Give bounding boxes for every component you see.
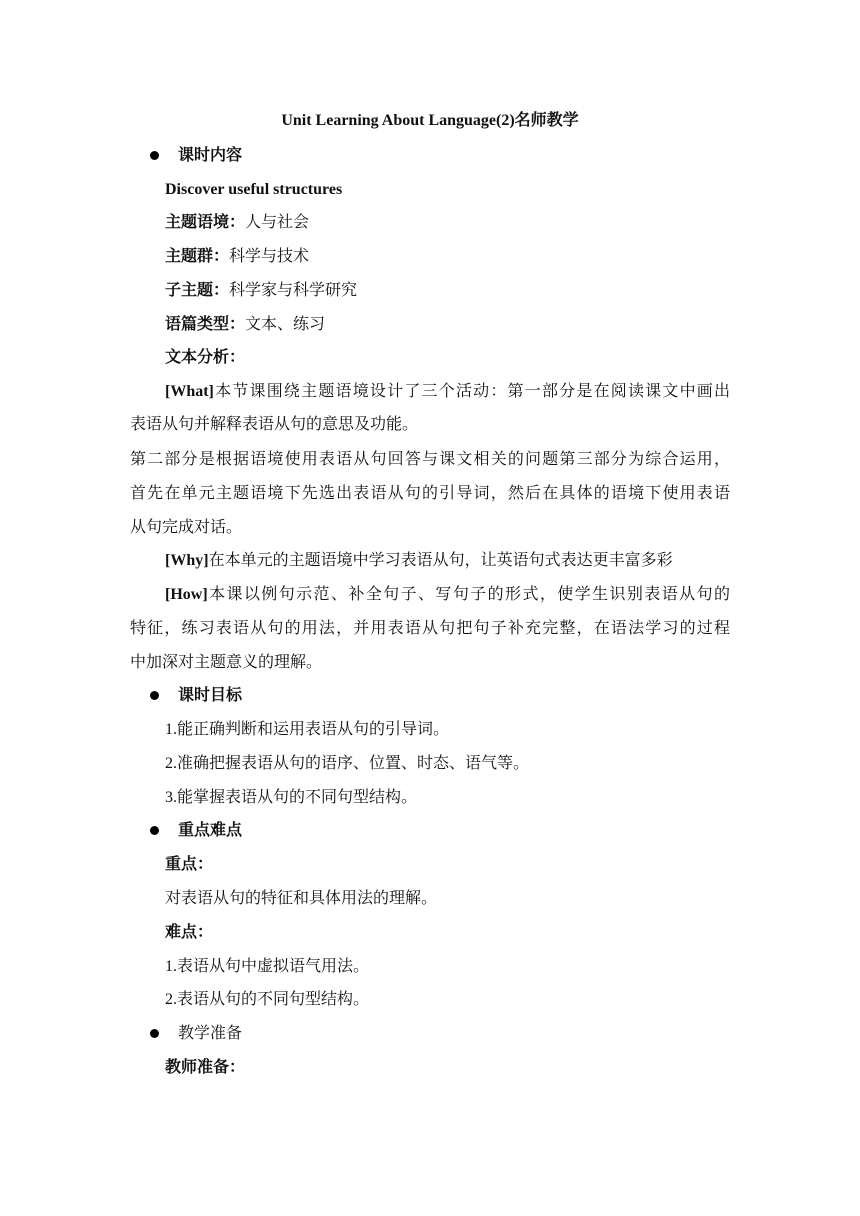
bullet-icon — [150, 1029, 159, 1038]
field-text-type — [165, 314, 325, 336]
what-paragraph-line2: 表语从句并解释表语从句的意思及功能。 — [130, 416, 419, 433]
field-context — [165, 212, 309, 234]
field-label: 子主题： — [165, 282, 230, 299]
how-text: 本课以例句示范、补全句子、写句子的形式，使学生识别表语从句的 — [207, 586, 730, 603]
section-heading-content: 课时内容 — [178, 147, 243, 164]
part2-line1: 第二部分是根据语境使用表语从句回答与课文相关的问题第三部分为综合运用， — [130, 451, 730, 468]
why-tag: [Why] — [165, 552, 209, 569]
what-tag: [What] — [165, 383, 214, 400]
goal-item: 2.准确把握表语从句的语序、位置、时态、语气等。 — [165, 755, 530, 772]
section-heading-key-points: 重点难点 — [178, 822, 243, 839]
field-value: 文本、练习 — [245, 316, 326, 333]
how-paragraph-line3: 中加深对主题意义的理解。 — [130, 654, 323, 671]
teacher-prep-label: 教师准备： — [165, 1059, 246, 1076]
why-paragraph — [165, 550, 673, 572]
how-tag: [How] — [165, 586, 208, 603]
bullet-icon — [150, 826, 159, 835]
bullet-icon — [150, 691, 159, 700]
field-theme-group — [165, 246, 309, 268]
key-label: 重点： — [165, 856, 214, 873]
analysis-label: 文本分析： — [165, 349, 246, 366]
difficult-item: 2.表语从句的不同句型结构。 — [165, 991, 370, 1008]
key-text: 对表语从句的特征和具体用法的理解。 — [165, 890, 438, 907]
content-subtitle: Discover useful structures — [165, 181, 343, 198]
field-value: 人与社会 — [245, 214, 310, 231]
goal-item: 3.能掌握表语从句的不同句型结构。 — [165, 789, 418, 806]
what-paragraph-line1 — [165, 381, 730, 403]
field-subtheme — [165, 280, 357, 302]
field-label: 主题语境： — [165, 214, 246, 231]
how-paragraph-line1 — [165, 584, 730, 606]
field-value: 科学家与科学研究 — [229, 282, 358, 299]
section-heading-goals: 课时目标 — [178, 687, 243, 704]
field-label: 主题群： — [165, 248, 230, 265]
document-title: Unit Learning About Language(2)名师教学 — [281, 112, 579, 129]
difficult-label: 难点： — [165, 924, 214, 941]
goal-item: 1.能正确判断和运用表语从句的引导词。 — [165, 721, 450, 738]
difficult-item: 1.表语从句中虚拟语气用法。 — [165, 958, 370, 975]
field-label: 语篇类型： — [165, 316, 246, 333]
bullet-icon — [150, 151, 159, 160]
part2-line3: 从句完成对话。 — [130, 519, 243, 536]
what-text: 本节课围绕主题语境设计了三个活动：第一部分是在阅读课文中画出 — [213, 383, 730, 400]
part2-line2: 首先在单元主题语境下先选出表语从句的引导词，然后在具体的语境下使用表语 — [130, 485, 730, 502]
how-paragraph-line2: 特征，练习表语从句的用法，并用表语从句把句子补充完整，在语法学习的过程 — [130, 620, 730, 637]
field-value: 科学与技术 — [229, 248, 310, 265]
why-text: 在本单元的主题语境中学习表语从句，让英语句式表达更丰富多彩 — [208, 552, 673, 569]
section-heading-prep: 教学准备 — [178, 1025, 243, 1042]
